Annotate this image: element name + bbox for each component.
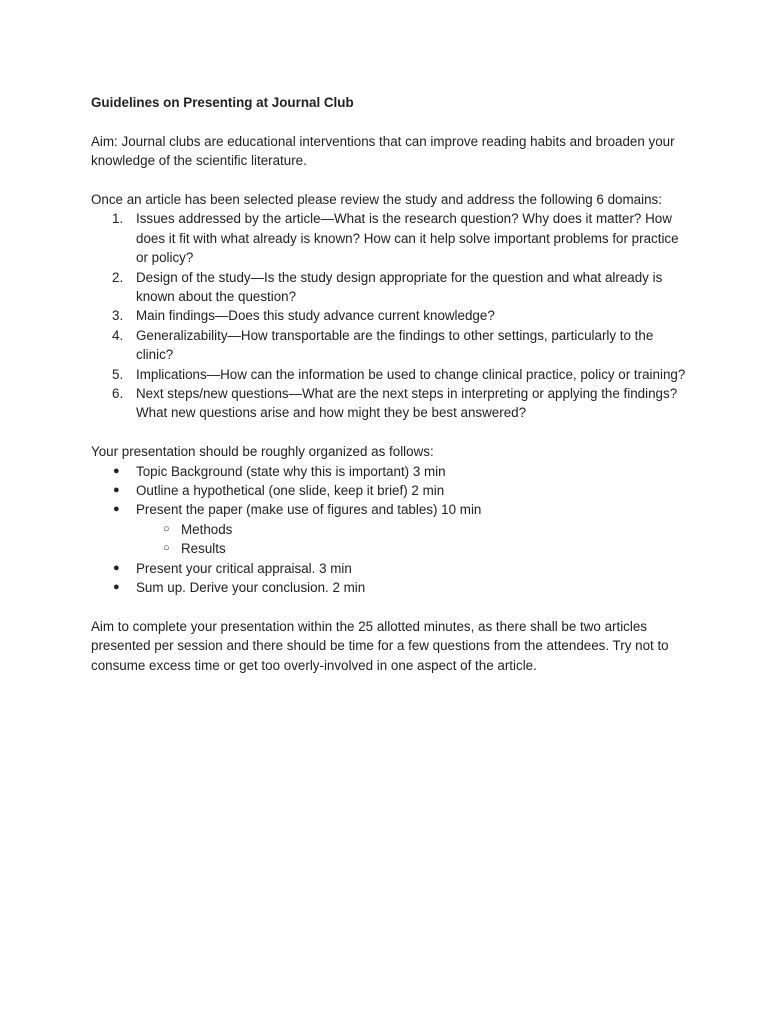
hollow-bullet-icon: ○ xyxy=(163,542,170,555)
sub-list-item xyxy=(136,539,691,558)
list-item xyxy=(91,559,691,578)
list-item xyxy=(91,481,691,500)
list-number: 1. xyxy=(112,211,124,227)
list-item xyxy=(91,326,691,365)
document-page xyxy=(91,93,691,675)
spacer xyxy=(91,171,691,190)
sub-list-item-text: Methods xyxy=(181,521,233,537)
list-item xyxy=(91,500,691,558)
list-number: 4. xyxy=(112,327,124,343)
list-item-text: Implications—How can the information be used to change clinical practice, policy or training? xyxy=(136,366,686,382)
domains-intro: Once an article has been selected please review the study and address the following 6 domains: xyxy=(91,191,662,207)
list-item xyxy=(91,462,691,481)
list-item-text: Generalizability—How transportable are the findings to other settings, particularly to the clinic? xyxy=(136,327,654,363)
sub-list-item xyxy=(136,520,691,539)
list-item xyxy=(91,578,691,597)
bullet-icon: ● xyxy=(113,561,120,574)
bullet-icon: ● xyxy=(113,503,120,516)
list-item-text: Next steps/new questions—What are the next steps in interpreting or applying the findings? What new questions arise and how might they be best answered? xyxy=(136,386,678,421)
list-item-text: Issues addressed by the article—What is the research question? Why does it matter? How does it fit with what already is known? How can it help solve important problems for practice or policy? xyxy=(136,211,679,266)
document-title: Guidelines on Presenting at Journal Club xyxy=(91,95,354,110)
list-number: 3. xyxy=(112,308,124,324)
bullet-icon: ● xyxy=(113,581,120,594)
list-item xyxy=(91,365,691,384)
list-item-text: Design of the study—Is the study design appropriate for the question and what already is known about the question? xyxy=(136,269,663,305)
list-number: 6. xyxy=(112,386,124,402)
bullet-icon: ● xyxy=(113,484,120,497)
presentation-outline-list xyxy=(91,462,691,598)
list-item xyxy=(91,209,691,267)
presentation-intro: Your presentation should be roughly organized as follows: xyxy=(91,444,434,460)
list-item-text: Outline a hypothetical (one slide, keep it brief) 2 min xyxy=(136,483,445,499)
list-item xyxy=(91,384,691,423)
closing-paragraph: Aim to complete your presentation within the 25 allotted minutes, as there shall be two articles presented per session and there should be time for a few questions from the attendees. Try not to consume excess time or get too overly-involved in one aspect of the article. xyxy=(91,618,669,673)
domains-list xyxy=(91,209,691,422)
bullet-icon: ● xyxy=(113,464,120,477)
list-item-text: Present the paper (make use of figures and tables) 10 min xyxy=(136,502,482,518)
list-number: 5. xyxy=(112,366,124,382)
spacer xyxy=(91,423,691,442)
list-item xyxy=(91,268,691,307)
list-item-text: Present your critical appraisal. 3 min xyxy=(136,560,352,576)
list-number: 2. xyxy=(112,269,124,285)
spacer xyxy=(91,598,691,617)
paper-sub-list xyxy=(136,520,691,559)
list-item-text: Sum up. Derive your conclusion. 2 min xyxy=(136,580,366,596)
sub-list-item-text: Results xyxy=(181,541,226,557)
spacer xyxy=(91,112,691,131)
list-item xyxy=(91,306,691,325)
hollow-bullet-icon: ○ xyxy=(163,522,170,535)
aim-paragraph: Aim: Journal clubs are educational interventions that can improve reading habits and broaden your knowledge of the scientific literature. xyxy=(91,133,675,169)
list-item-text: Main findings—Does this study advance current knowledge? xyxy=(136,308,495,324)
list-item-text: Topic Background (state why this is important) 3 min xyxy=(136,463,446,479)
